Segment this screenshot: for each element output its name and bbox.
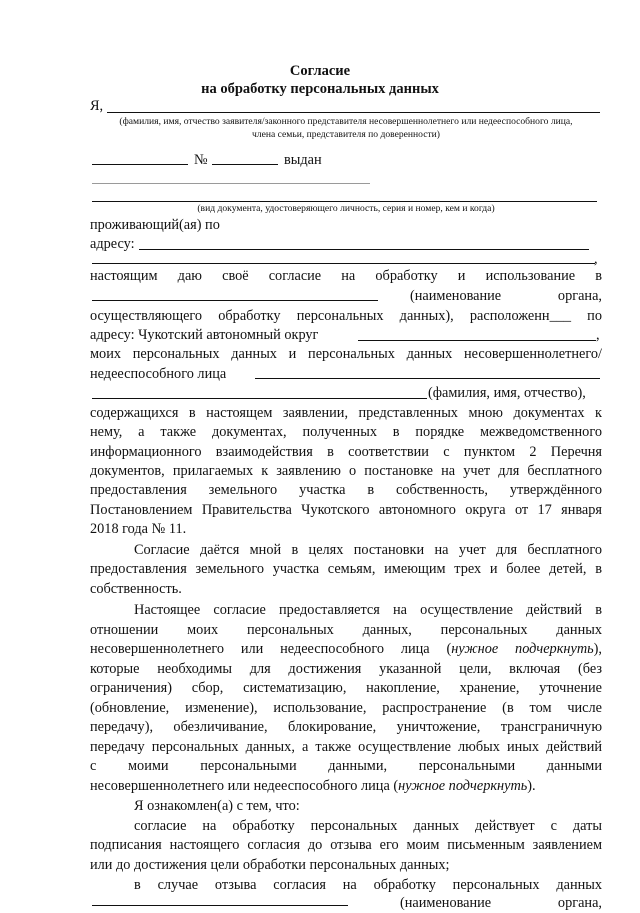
organ-address-field[interactable] <box>358 340 596 341</box>
p3-line: с моими персональными данными, персональными данными <box>90 758 602 774</box>
address-label: адресу: <box>90 236 135 252</box>
p3-line: Настоящее согласие предоставляется на осуществление действий в <box>134 602 602 618</box>
p1-line: содержащихся в настоящем заявлении, представленных мною документах к <box>90 405 602 421</box>
p6-line: в случае отзыва согласия на обработку персональных данных <box>134 877 602 893</box>
p5-line: или до достижения цели обработки персональных данных; <box>90 857 450 873</box>
underline-note: нужное подчеркнуть <box>398 778 528 794</box>
address-line <box>90 234 602 254</box>
address-field-2[interactable] <box>92 263 595 264</box>
consent-line-5: моих персональных данных и персональных данных несовершеннолетнего/ <box>90 346 602 362</box>
p3-line: (обновление, изменение), использование, распространение (в том числе <box>90 700 602 716</box>
p3-line: несовершеннолетнего или недееспособного лица (нужное подчеркнуть), <box>90 641 603 657</box>
consent-line-6: недееспособного лица <box>90 366 227 382</box>
p1-line: информационного взаимодействия в соответствии с пунктом 2 Перечня <box>90 444 602 460</box>
p4-line: Я ознакомлен(а) с тем, что: <box>134 798 300 814</box>
residing-label: проживающий(ая) по <box>90 217 220 233</box>
p1-line: нему, а также документах, полученных в порядке межведомственного <box>90 424 602 440</box>
p1-line: документов, прилагаемых к заявлению о постановке на учет для бесплатного <box>90 463 602 479</box>
organ-address-comma: , <box>596 327 600 343</box>
p2-line: Согласие даётся мной в целях постановки на учет для бесплатного <box>134 542 602 558</box>
organ-label: (наименование органа, <box>410 288 602 304</box>
p1-line: 2018 года № 11. <box>90 521 187 537</box>
consent-line-1: настоящим даю своё согласие на обработку и использование в <box>90 268 602 284</box>
applicant-prefix: Я, <box>90 98 104 114</box>
document-title: Согласие <box>289 63 351 79</box>
p3-line: ограничения) сбор, систематизацию, накопление, хранение, уточнение <box>90 680 602 696</box>
p3-line: передачу), обезличивание, блокирование, уничтожение, трансграничную <box>90 719 602 735</box>
document-caption: (вид документа, удостоверяющего личность, серия и номер, кем и когда) <box>197 203 495 214</box>
p3-line: отношении моих персональных данных, персональных данных <box>90 622 602 638</box>
applicant-caption-1: (фамилия, имя, отчество заявителя/законного представителя несовершеннолетнего или недееспособного лица, <box>119 116 573 127</box>
p2-line: собственность. <box>90 581 182 597</box>
dependent-name-field-2[interactable] <box>92 398 427 399</box>
dependent-name-field-1[interactable] <box>255 378 600 379</box>
address-comma: , <box>594 251 598 267</box>
applicant-caption-2: члена семьи, представителя по доверенности) <box>251 129 441 140</box>
organ-name-field[interactable] <box>92 300 378 301</box>
p3-line: несовершеннолетнего или недееспособного лица (нужное подчеркнуть). <box>90 778 536 794</box>
document-subtitle: на обработку персональных данных <box>201 81 439 97</box>
document-number-field[interactable] <box>212 164 278 165</box>
address-field-1[interactable] <box>139 249 589 250</box>
consent-line-3: осуществляющего обработку персональных данных), расположенн___ по <box>90 308 602 324</box>
revocation-organ-label: (наименование органа, <box>400 895 602 911</box>
underline-note: нужное подчеркнуть <box>451 641 594 657</box>
fio-label: (фамилия, имя, отчество), <box>428 385 586 401</box>
p1-line: предоставления земельного участка в собственность, утверждённого <box>90 482 602 498</box>
p3-line: которые необходимы для достижения указанной цели, включая (без <box>90 661 602 677</box>
p1-line: Постановлением Правительства Чукотского автономного округа от 17 января <box>90 502 602 518</box>
document-issued-label: выдан <box>284 152 322 168</box>
applicant-line <box>90 96 602 116</box>
p3-line: передачу персональных данных, а также осуществление любых иных действий <box>90 739 602 755</box>
revocation-organ-field[interactable] <box>92 905 348 906</box>
document-issuer-field[interactable] <box>92 183 370 184</box>
consent-line-4: адресу: Чукотский автономный округ <box>90 327 319 343</box>
document-number-sign: № <box>194 152 208 168</box>
p2-line: предоставления земельного участка семьям, имеющим трех и более детей, в <box>90 561 602 577</box>
p5-line: согласие на обработку персональных данных действует с даты <box>134 818 602 834</box>
applicant-name-field[interactable] <box>107 112 600 113</box>
document-type-field[interactable] <box>92 164 188 165</box>
p5-line: подписания настоящего согласия до отзыва его моим письменным заявлением <box>90 837 602 853</box>
